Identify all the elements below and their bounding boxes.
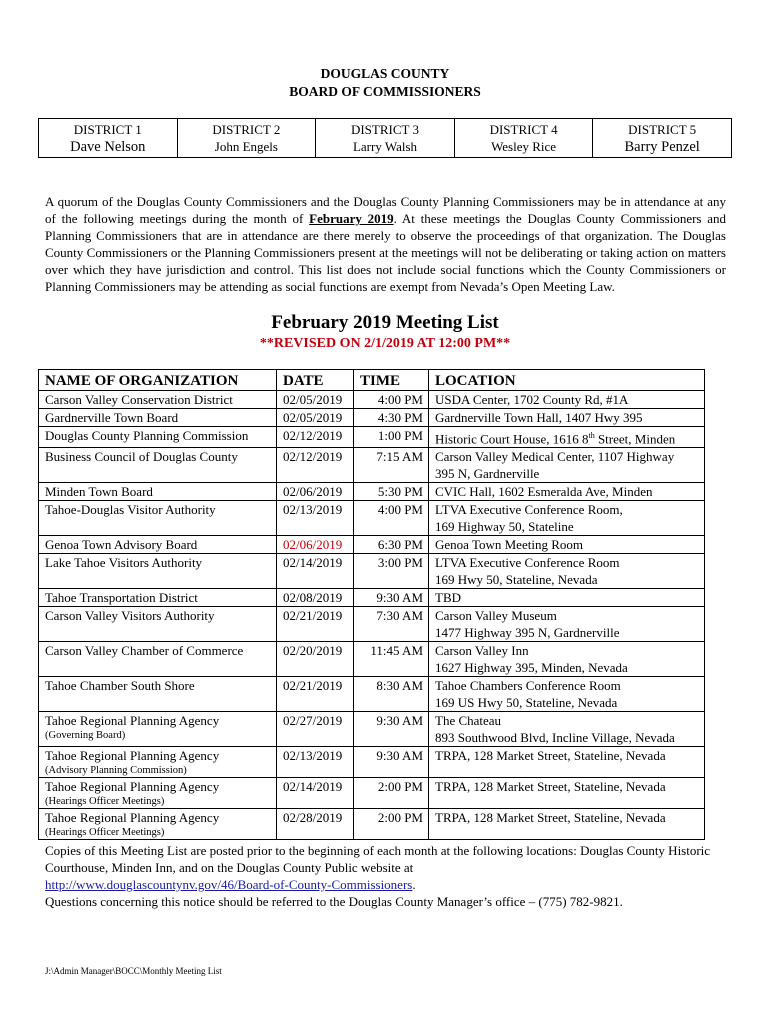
table-row <box>39 427 705 448</box>
org-subtitle: (Hearings Officer Meetings) <box>45 827 165 839</box>
location-line <box>435 607 698 624</box>
ordinal-suffix: th <box>588 431 595 440</box>
location-text: Carson Valley Museum <box>435 608 557 624</box>
meeting-date: 02/06/2019 <box>283 537 343 553</box>
location-cell <box>429 809 705 840</box>
table-row <box>39 778 705 809</box>
location-text: TRPA, 128 Market Street, Stateline, Nevada <box>435 779 666 795</box>
location-cell <box>429 607 705 642</box>
location-cell <box>429 778 705 809</box>
location-cell <box>429 501 705 536</box>
org-name: Tahoe Transportation District <box>45 590 198 606</box>
org-cell <box>39 409 277 427</box>
district-3 <box>316 119 455 157</box>
org-name: Douglas County Planning Commission <box>45 428 249 443</box>
column-header-date: DATE <box>277 370 354 391</box>
location-line-2: 169 US Hwy 50, Stateline, Nevada <box>435 695 618 711</box>
location-line <box>435 778 698 795</box>
meeting-date: 02/13/2019 <box>283 748 343 764</box>
org-name: Carson Valley Chamber of Commerce <box>45 643 244 659</box>
location-cell <box>429 448 705 483</box>
org-name: Tahoe Regional Planning Agency <box>45 810 220 826</box>
district-label: DISTRICT 2 <box>212 122 281 137</box>
org-name: Tahoe Regional Planning Agency <box>45 779 220 795</box>
meeting-date: 02/14/2019 <box>283 779 343 795</box>
meeting-time: 9:30 AM <box>376 713 423 729</box>
date-cell <box>277 642 354 677</box>
column-header-org: NAME OF ORGANIZATION <box>39 370 277 391</box>
quorum-notice <box>45 193 726 295</box>
commissioner-name: John Engels <box>214 139 278 154</box>
date-cell <box>277 536 354 554</box>
location-line <box>435 642 698 659</box>
meeting-time: 7:15 AM <box>376 449 423 465</box>
table-row <box>39 677 705 712</box>
org-name: Gardnerville Town Board <box>45 410 179 425</box>
date-cell <box>277 607 354 642</box>
org-cell <box>39 677 277 712</box>
district-label: DISTRICT 3 <box>350 122 419 137</box>
location-line <box>435 677 698 694</box>
date-cell <box>277 448 354 483</box>
org-cell <box>39 554 277 589</box>
notice-month: February 2019 <box>309 211 394 226</box>
meeting-date: 02/14/2019 <box>283 555 343 571</box>
location-text: Genoa Town Meeting Room <box>435 537 583 553</box>
org-name: Tahoe Regional Planning Agency <box>45 748 220 764</box>
location-text: LTVA Executive Conference Room, <box>435 502 623 518</box>
meeting-time: 6:30 PM <box>377 537 423 553</box>
date-cell <box>277 501 354 536</box>
org-cell <box>39 778 277 809</box>
table-row <box>39 391 705 409</box>
county-website-link[interactable]: http://www.douglascountynv.gov/46/Board-of-County-Commissioners <box>45 877 413 892</box>
meeting-date: 02/21/2019 <box>283 608 343 624</box>
commissioner-name: Wesley Rice <box>491 139 557 154</box>
time-cell <box>354 554 429 589</box>
location-cell <box>429 536 705 554</box>
district-label: DISTRICT 5 <box>628 122 697 137</box>
time-cell <box>354 747 429 778</box>
time-cell <box>354 607 429 642</box>
table-row <box>39 589 705 607</box>
org-subtitle: (Hearings Officer Meetings) <box>45 796 165 808</box>
location-text: USDA Center, 1702 County Rd, #1A <box>435 392 629 407</box>
location-text: Gardnerville Town Hall, 1407 Hwy 395 <box>435 410 643 425</box>
org-cell <box>39 536 277 554</box>
location-line-2: 893 Southwood Blvd, Incline Village, Nevada <box>435 730 675 746</box>
location-cell <box>429 483 705 501</box>
location-line <box>435 554 698 571</box>
table-row <box>39 483 705 501</box>
org-name: Business Council of Douglas County <box>45 449 238 465</box>
org-name: Carson Valley Visitors Authority <box>45 608 215 624</box>
location-text: Carson Valley Inn <box>435 643 529 659</box>
date-cell <box>277 409 354 427</box>
location-line <box>435 536 698 553</box>
posting-text: Copies of this Meeting List are posted prior to the beginning of each month at the following locations: Douglas County Historic Courthouse, Minden Inn, and on the Douglas County Public website at <box>45 843 711 875</box>
location-cell <box>429 712 705 747</box>
meeting-time: 2:00 PM <box>377 779 423 795</box>
org-subtitle: (Governing Board) <box>45 730 126 742</box>
location-line <box>435 427 698 447</box>
table-row <box>39 409 705 427</box>
org-cell <box>39 589 277 607</box>
commissioner-name: Barry Penzel <box>624 139 700 155</box>
meeting-time: 4:00 PM <box>377 502 423 518</box>
contact-text: Questions concerning this notice should be referred to the Douglas County Manager’s office – (775) 782-9821. <box>45 894 623 909</box>
time-cell <box>354 712 429 747</box>
file-path: J:\Admin Manager\BOCC\Monthly Meeting List <box>45 966 222 976</box>
commissioner-name: Dave Nelson <box>70 139 146 155</box>
meeting-date: 02/05/2019 <box>283 410 343 425</box>
meeting-list-title: February 2019 Meeting List <box>271 312 499 333</box>
table-row <box>39 554 705 589</box>
posting-notice <box>45 842 726 910</box>
time-cell <box>354 809 429 840</box>
date-cell <box>277 391 354 409</box>
org-cell <box>39 501 277 536</box>
meeting-table <box>38 369 705 840</box>
meeting-time: 7:30 AM <box>376 608 423 624</box>
meeting-time: 5:30 PM <box>377 484 423 500</box>
location-cell <box>429 391 705 409</box>
date-cell <box>277 778 354 809</box>
date-cell <box>277 677 354 712</box>
meeting-time: 4:30 PM <box>377 410 423 425</box>
location-text-rest: Street, Minden <box>594 431 676 447</box>
meeting-date: 02/20/2019 <box>283 643 343 659</box>
revised-notice: **REVISED ON 2/1/2019 AT 12:00 PM** <box>259 336 511 351</box>
meeting-date: 02/06/2019 <box>283 484 343 500</box>
date-cell <box>277 712 354 747</box>
org-cell <box>39 391 277 409</box>
location-line <box>435 589 698 606</box>
org-name: Tahoe Chamber South Shore <box>45 678 195 694</box>
time-cell <box>354 501 429 536</box>
date-cell <box>277 589 354 607</box>
location-line-2: 395 N, Gardnerville <box>435 466 540 482</box>
location-cell <box>429 747 705 778</box>
location-cell <box>429 589 705 607</box>
board-title: BOARD OF COMMISSIONERS <box>289 84 481 99</box>
time-cell <box>354 448 429 483</box>
date-cell <box>277 427 354 448</box>
meeting-time: 9:30 AM <box>376 590 423 606</box>
location-line <box>435 747 698 764</box>
location-text: CVIC Hall, 1602 Esmeralda Ave, Minden <box>435 484 653 500</box>
location-text: TRPA, 128 Market Street, Stateline, Nevada <box>435 748 666 764</box>
date-cell <box>277 483 354 501</box>
time-cell <box>354 483 429 501</box>
table-row <box>39 642 705 677</box>
column-header-time: TIME <box>354 370 429 391</box>
org-cell <box>39 483 277 501</box>
table-row <box>39 747 705 778</box>
org-cell <box>39 427 277 448</box>
date-cell <box>277 747 354 778</box>
time-cell <box>354 677 429 712</box>
time-cell <box>354 778 429 809</box>
org-name: Carson Valley Conservation District <box>45 392 233 407</box>
org-cell <box>39 448 277 483</box>
location-line-2: 169 Highway 50, Stateline <box>435 519 574 535</box>
time-cell <box>354 427 429 448</box>
meeting-time: 8:30 AM <box>376 678 423 694</box>
location-cell <box>429 554 705 589</box>
meeting-time: 4:00 PM <box>377 392 423 407</box>
meeting-date: 02/21/2019 <box>283 678 343 694</box>
location-line <box>435 448 698 465</box>
location-line <box>435 501 698 518</box>
location-cell <box>429 642 705 677</box>
meeting-time: 11:45 AM <box>370 643 423 659</box>
meeting-time: 2:00 PM <box>377 810 423 826</box>
time-cell <box>354 642 429 677</box>
time-cell <box>354 391 429 409</box>
table-header-row <box>39 370 705 391</box>
meeting-time: 1:00 PM <box>377 428 423 443</box>
notice-text-rest: . At these meetings the Douglas County Commissioners and Planning Commissioners that are in attendance are there merely to observe the proceedings of that organization. The Douglas County Commissioners or the Planning Commissioners present at the meetings will not be deliberating or taking action on matters over which they have jurisdiction and control. This list does not include social functions which the County Commissioners or Planning Commissioners may be attending as social functions are exempt from Nevada’s Open Meeting Law. <box>45 211 726 294</box>
meeting-date: 02/12/2019 <box>283 449 343 465</box>
meeting-date: 02/28/2019 <box>283 810 343 826</box>
location-line <box>435 483 698 500</box>
org-cell <box>39 607 277 642</box>
location-cell <box>429 409 705 427</box>
org-cell <box>39 809 277 840</box>
location-line-2: 169 Hwy 50, Stateline, Nevada <box>435 572 598 588</box>
location-text: The Chateau <box>435 713 502 729</box>
column-header-location: LOCATION <box>429 370 705 391</box>
org-name: Tahoe-Douglas Visitor Authority <box>45 502 216 518</box>
table-row <box>39 536 705 554</box>
meeting-date: 02/12/2019 <box>283 428 343 443</box>
districts-table <box>38 118 732 158</box>
district-2 <box>178 119 317 157</box>
meeting-time: 9:30 AM <box>376 748 423 764</box>
meeting-date: 02/08/2019 <box>283 590 343 606</box>
location-line <box>435 712 698 729</box>
location-text: TBD <box>435 590 461 606</box>
org-cell <box>39 712 277 747</box>
location-line <box>435 409 698 426</box>
location-line-2: 1627 Highway 395, Minden, Nevada <box>435 660 628 676</box>
notice-text: A quorum of the Douglas County Commissioners and the Douglas County Planning Commissioners may be in attendance at any of the following meetings during the month of <box>45 194 726 226</box>
location-text: LTVA Executive Conference Room <box>435 555 620 571</box>
org-name: Genoa Town Advisory Board <box>45 537 198 553</box>
meeting-date: 02/13/2019 <box>283 502 343 518</box>
location-text: Carson Valley Medical Center, 1107 Highway <box>435 449 675 465</box>
table-row <box>39 712 705 747</box>
time-cell <box>354 589 429 607</box>
meeting-time: 3:00 PM <box>377 555 423 571</box>
date-cell <box>277 809 354 840</box>
location-cell <box>429 677 705 712</box>
district-label: DISTRICT 4 <box>489 122 558 137</box>
location-text: Tahoe Chambers Conference Room <box>435 678 621 694</box>
location-text: TRPA, 128 Market Street, Stateline, Nevada <box>435 810 666 826</box>
date-cell <box>277 554 354 589</box>
location-line-2: 1477 Highway 395 N, Gardnerville <box>435 625 620 641</box>
location-cell <box>429 427 705 448</box>
table-row <box>39 501 705 536</box>
table-row <box>39 809 705 840</box>
org-name: Tahoe Regional Planning Agency <box>45 713 220 729</box>
district-5 <box>593 119 731 157</box>
meeting-date: 02/05/2019 <box>283 392 343 407</box>
org-name: Lake Tahoe Visitors Authority <box>45 555 203 571</box>
district-1 <box>39 119 178 157</box>
link-period: . <box>412 877 416 892</box>
meeting-date: 02/27/2019 <box>283 713 343 729</box>
county-title: DOUGLAS COUNTY <box>320 66 450 81</box>
table-row <box>39 607 705 642</box>
location-line <box>435 391 698 408</box>
location-line <box>435 809 698 826</box>
org-subtitle: (Advisory Planning Commission) <box>45 765 187 777</box>
time-cell <box>354 409 429 427</box>
commissioner-name: Larry Walsh <box>352 139 418 154</box>
district-label: DISTRICT 1 <box>73 122 142 137</box>
time-cell <box>354 536 429 554</box>
location-text: Historic Court House, 1616 8 <box>435 431 589 447</box>
org-cell <box>39 642 277 677</box>
org-cell <box>39 747 277 778</box>
table-row <box>39 448 705 483</box>
org-name: Minden Town Board <box>45 484 153 500</box>
district-4 <box>455 119 594 157</box>
